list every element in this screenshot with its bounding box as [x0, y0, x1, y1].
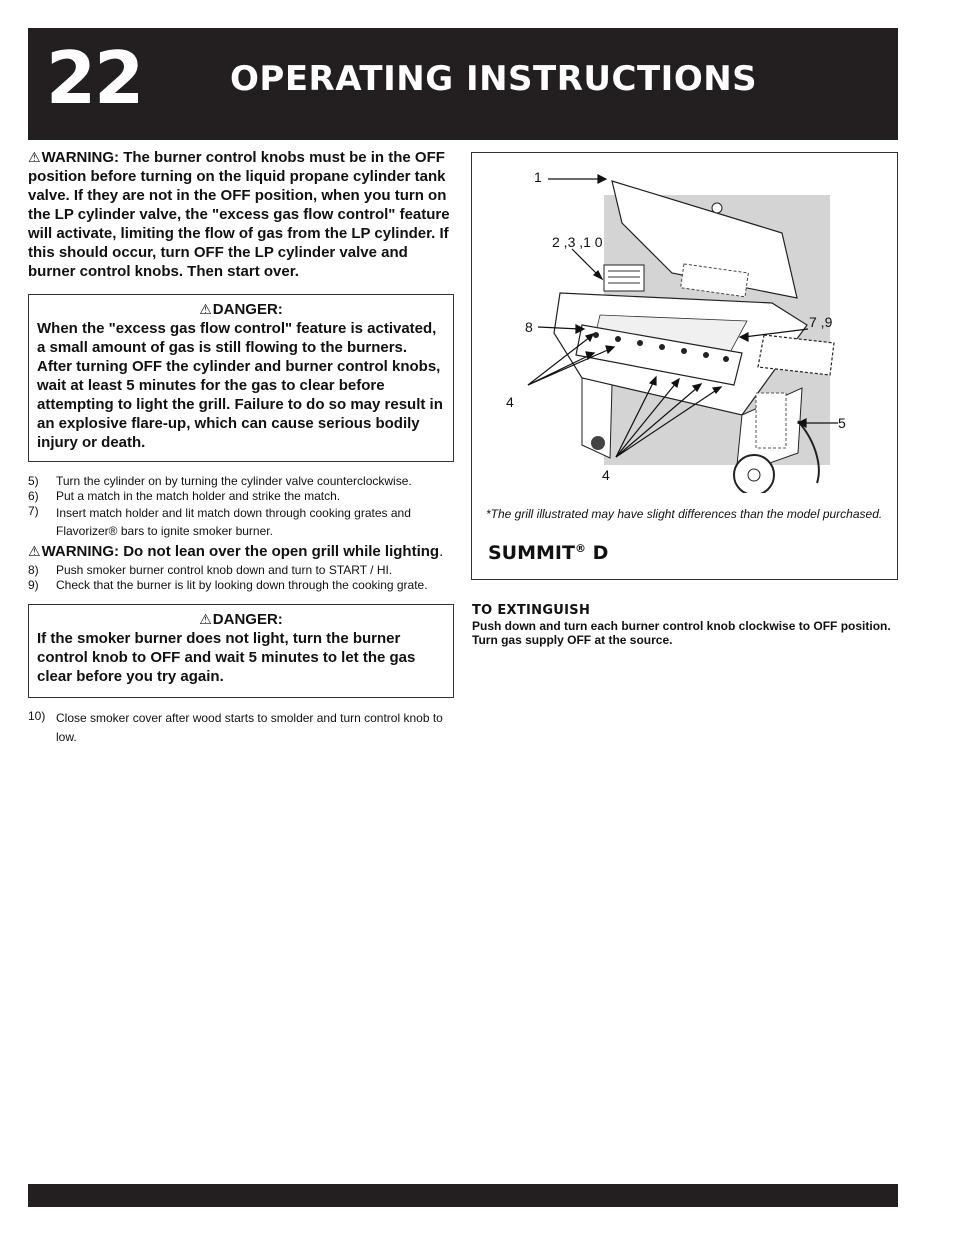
lid-thermometer — [712, 203, 722, 213]
callout-1: 1 — [534, 169, 542, 185]
callout-4-left: 4 — [506, 394, 514, 410]
model-label: SUMMIT® D — [488, 542, 609, 564]
danger-box-smoker — [28, 604, 454, 698]
warning-triangle-icon: ⚠ — [28, 543, 41, 559]
grill-illustration — [472, 153, 897, 493]
page-footer — [28, 1184, 898, 1207]
extinguish-section — [472, 603, 892, 647]
smoker-box — [604, 265, 644, 291]
warning-triangle-icon: ⚠ — [28, 149, 41, 165]
callout-4-bottom: 4 — [602, 467, 610, 483]
list-item: 10) Close smoker cover after wood starts to smolder and turn control knob to low. — [28, 709, 443, 744]
list-item: 7) Insert match holder and lit match down through cooking grates and Flavorizer® bars to ignite smoker burner. — [28, 504, 411, 538]
warning-top — [28, 148, 454, 281]
extinguish-heading: TO EXTINGUISH — [472, 603, 591, 618]
warning-lean: ⚠WARNING: Do not lean over the open grill while lighting. — [28, 543, 444, 560]
steps-list-b — [28, 563, 454, 593]
grill-figure — [471, 152, 898, 580]
steps-list-a — [28, 474, 454, 540]
callout-2-3-10: 2 ,3 ,1 0 — [552, 234, 603, 250]
warning-top-text: WARNING: The burner control knobs must be in the OFF position before turning on the liquid propane cylinder tank valve. If they are not in the OFF position, when you turn on the LP cylinder valve, the "excess gas flow control" feature will activate, limiting the flow of gas from the LP cylinder. If this should occur, turn OFF the LP cylinder valve and burner control knobs. Then start over. — [28, 149, 450, 280]
page-title: OPERATING INSTRUCTIONS — [230, 59, 758, 99]
list-item: 9) Check that the burner is lit by looking down through the cooking grate. — [28, 578, 428, 592]
page-header — [28, 28, 898, 140]
list-item: 8) Push smoker burner control knob down and turn to START / HI. — [28, 563, 393, 577]
left-column — [28, 148, 454, 747]
list-item: 5) Turn the cylinder on by turning the cylinder valve counterclockwise. — [28, 474, 412, 488]
extinguish-text: Push down and turn each burner control knob clockwise to OFF position. Turn gas supply OFF at the source. — [472, 619, 891, 647]
callout-7-9: 7 ,9 — [809, 314, 833, 330]
steps-list-c — [28, 709, 454, 747]
callout-8: 8 — [525, 319, 533, 335]
figure-note: *The grill illustrated may have slight differences than the model purchased. — [486, 507, 883, 521]
warning-triangle-icon: ⚠ — [199, 301, 212, 317]
danger-body: When the "excess gas flow control" feature is activated, a small amount of gas is still flowing to the burners. After turning OFF the cylinder and burner control knobs, wait at least 5 minutes for the gas to clear before attempting to light the grill. Failure to do so may result in an explosive flare-up, which can cause serious bodily injury or death. — [37, 320, 443, 451]
page-number: 22 — [46, 36, 143, 120]
callout-5: 5 — [838, 415, 846, 431]
danger-title: ⚠DANGER: — [199, 611, 283, 628]
list-item: 6) Put a match in the match holder and strike the match. — [28, 489, 341, 503]
caster — [591, 436, 605, 450]
danger-title: ⚠DANGER: — [199, 301, 283, 318]
warning-triangle-icon: ⚠ — [199, 611, 212, 627]
danger-body: If the smoker burner does not light, turn the burner control knob to OFF and wait 5 minutes to let the gas clear before you try again. — [37, 630, 416, 685]
danger-box-excess-flow — [28, 294, 454, 462]
